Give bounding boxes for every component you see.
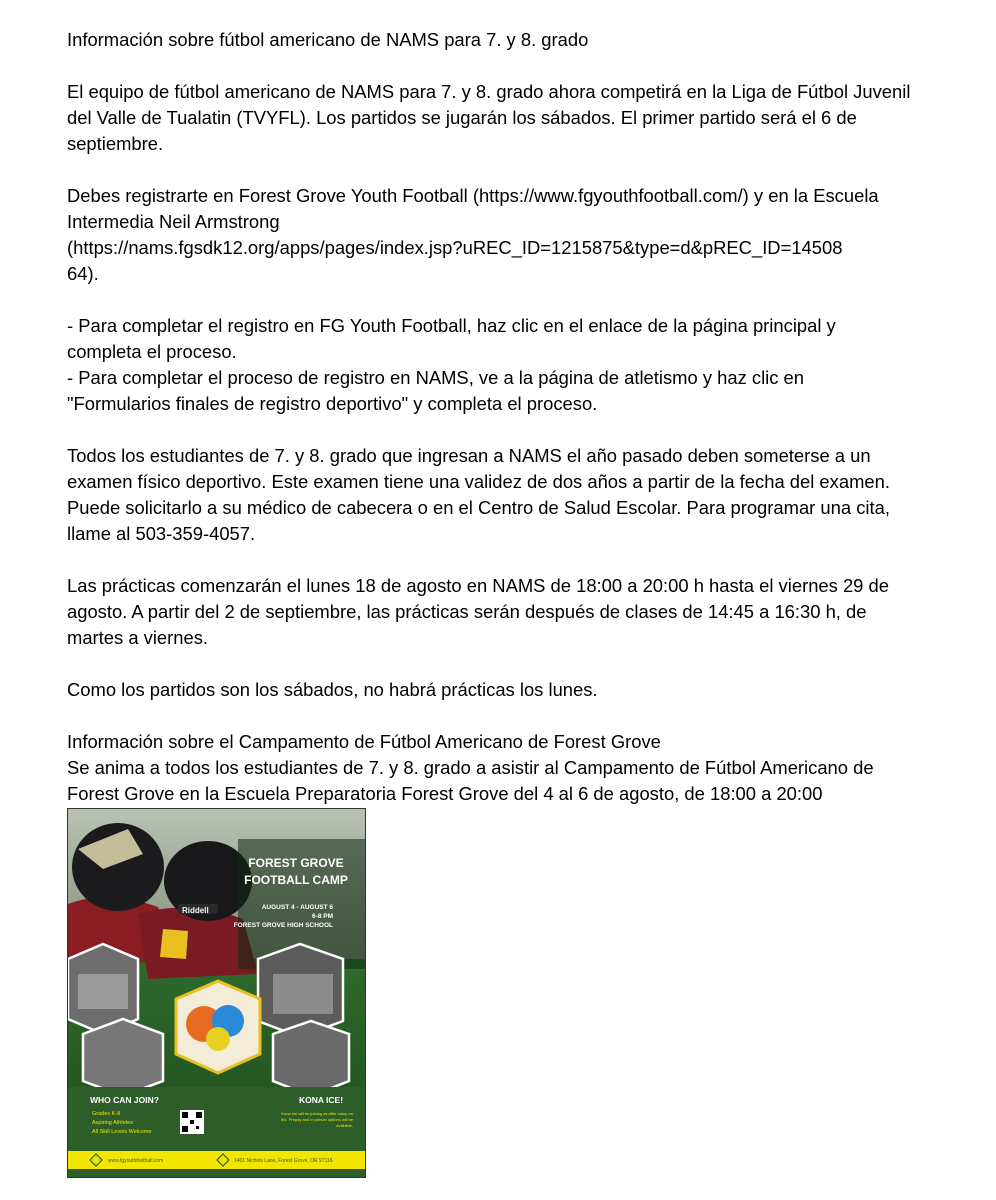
kona-text-1: Kona Ice will be joining as after camp on [281,1111,353,1116]
camp-flyer-image [67,808,366,1178]
flyer-title-line1: FOREST GROVE [248,856,344,870]
hex-photo-bottom-right [273,1021,349,1096]
paragraph-practices: Las prácticas comenzarán el lunes 18 de agosto en NAMS de 18:00 a 20:00 h hasta el viernes 29 de agosto. A partir del 2 de septiembre, las prácticas serán después de clases de 14:45 a 16:30 h, de martes a viernes. [67,575,889,648]
kona-text-2: 8/4. Prepay and in person options will be [280,1117,353,1122]
kona-ice-heading: KONA ICE! [298,1095,344,1105]
who-can-join-heading: WHO CAN JOIN? [90,1095,159,1105]
flyer-location: FOREST GROVE HIGH SCHOOL [233,922,333,929]
camp-heading: Información sobre el Campamento de Fútbol Americano de Forest Grove [67,731,661,752]
flyer-dates: AUGUST 4 - AUGUST 6 [261,904,333,911]
flyer-website: www.fgyouthfootball.com [108,1158,164,1164]
paragraph-register: Debes registrarte en Forest Grove Youth Football (https://www.fgyouthfootball.com/) y en la Escuela Intermedia Neil Armstrong (https://nams.fgsdk12.org/apps/pages/index.jsp?uREC_ID=1215875&type=d&pREC_ID=14508 64). [67,185,879,284]
hex-photo-bottom-left [83,1019,163,1096]
flyer-time: 6-8 PM [312,913,333,920]
paragraph-physical-exam: Todos los estudiantes de 7. y 8. grado que ingresan a NAMS el año pasado deben someterse a un examen físico deportivo. Este examen tiene una validez de dos años a partir de la fecha del examen. Puede solicitarlo a su médico de cabecera o en el Centro de Salud Escolar. Para programar una cita, llame al 503-359-4057. [67,445,890,544]
bullet-fg-registration: - Para completar el registro en FG Youth Football, haz clic en el enlace de la página principal y completa el proceso. [67,315,836,362]
helmet-brand-text: Riddell [182,906,209,915]
camp-text: Se anima a todos los estudiantes de 7. y 8. grado a asistir al Campamento de Fútbol Americano de Forest Grove en la Escuela Preparatoria Forest Grove del 4 al 6 de agosto, de 18:00 a 20:00 [67,757,874,804]
who-item: Grades K-8 [92,1111,121,1117]
paragraph-mondays: Como los partidos son los sábados, no habrá prácticas los lunes. [67,679,598,700]
who-item: Aspiring Athletes [92,1120,133,1126]
bullet-nams-registration: - Para completar el proceso de registro en NAMS, ve a la página de atletismo y haz clic en "Formularios finales de registro deportivo" y completa el proceso. [67,367,805,414]
who-item: All Skill Levels Welcome [92,1129,152,1135]
flyer-address: 1401 Nichols Lane, Forest Grove, OR 97116 [234,1158,333,1164]
kona-text-3: available. [336,1123,353,1128]
document-title: Información sobre fútbol americano de NAMS para 7. y 8. grado [67,29,589,50]
paragraph-intro: El equipo de fútbol americano de NAMS para 7. y 8. grado ahora competirá en la Liga de Fútbol Juvenil del Valle de Tualatin (TVYFL). Los partidos se jugarán los sábados. El primer partido será el 6 de septiembre. [67,81,911,154]
document-body [67,27,912,807]
flyer-title-line2: FOOTBALL CAMP [244,873,348,887]
